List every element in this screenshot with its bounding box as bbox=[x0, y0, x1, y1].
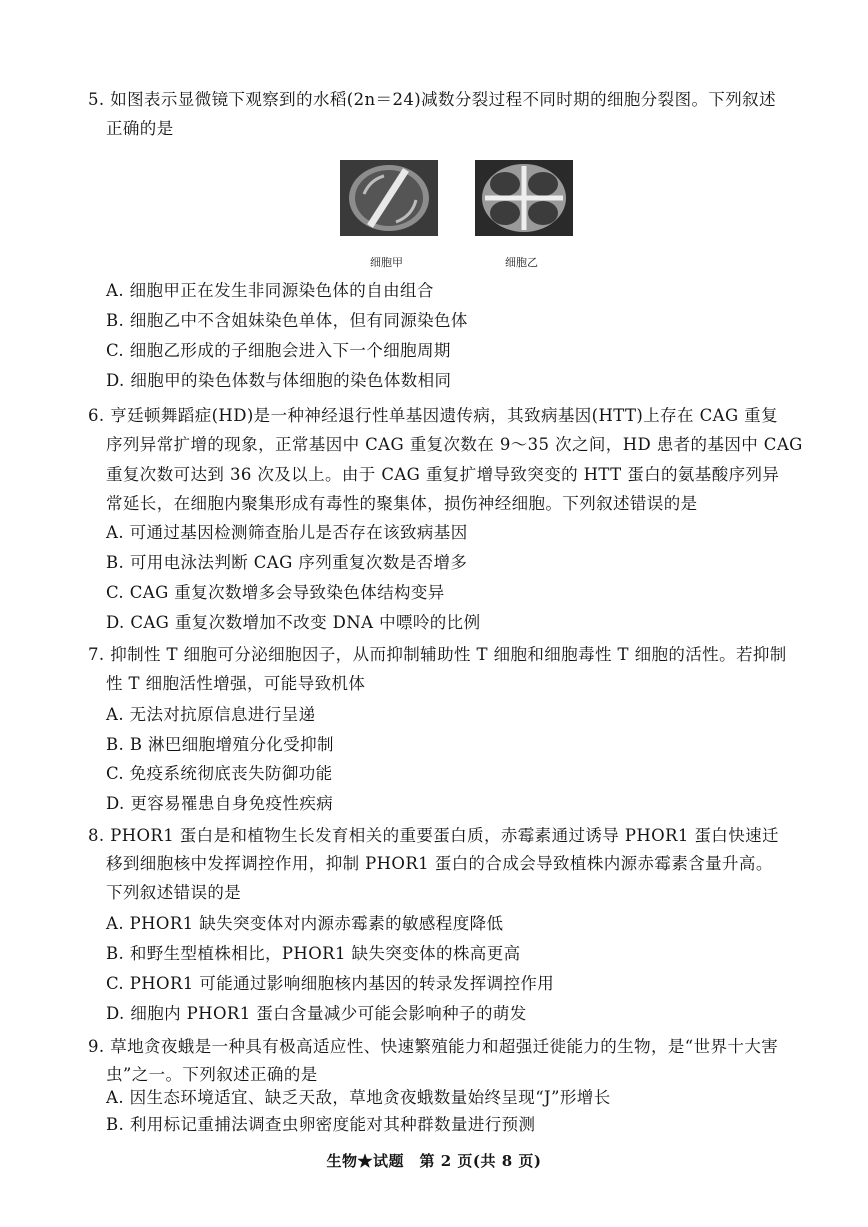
q8-option-a: A. PHOR1 缺失突变体对内源赤霉素的敏感程度降低 bbox=[106, 914, 504, 933]
q9-stem-line-2: 虫”之一。下列叙述正确的是 bbox=[106, 1065, 318, 1084]
q6-stem-line-3: 重复次数可达到 36 次及以上。由于 CAG 重复扩增导致突变的 HTT 蛋白的氨基酸序列异 bbox=[106, 465, 780, 484]
q7-option-a: A. 无法对抗原信息进行呈递 bbox=[106, 705, 316, 724]
cell-a-micrograph bbox=[340, 160, 438, 236]
q7-option-d: D. 更容易罹患自身免疫性疾病 bbox=[106, 794, 334, 813]
page-footer: 生物★试题 第 2 页(共 8 页) bbox=[326, 1152, 542, 1170]
q5-option-c: C. 细胞乙形成的子细胞会进入下一个细胞周期 bbox=[106, 341, 451, 360]
q6-stem-line-1: 6. 亨廷顿舞蹈症(HD)是一种神经退行性单基因遗传病，其致病基因(HTT)上存在 CAG 重复 bbox=[88, 406, 778, 425]
q7-option-b: B. B 淋巴细胞增殖分化受抑制 bbox=[106, 735, 334, 754]
q6-stem-line-4: 常延长，在细胞内聚集形成有毒性的聚集体，损伤神经细胞。下列叙述错误的是 bbox=[106, 494, 698, 513]
cell-b-caption: 细胞乙 bbox=[505, 256, 538, 269]
q6-option-a: A. 可通过基因检测筛查胎儿是否存在该致病基因 bbox=[106, 523, 468, 542]
q8-stem-line-1: 8. PHOR1 蛋白是和植物生长发育相关的重要蛋白质，赤霉素通过诱导 PHOR1 蛋白快速迁 bbox=[88, 826, 779, 845]
q8-stem-line-2: 移到细胞核中发挥调控作用，抑制 PHOR1 蛋白的合成会导致植株内源赤霉素含量升高。 bbox=[106, 854, 773, 873]
q9-option-b: B. 利用标记重捕法调查虫卵密度能对其种群数量进行预测 bbox=[106, 1115, 536, 1134]
q9-option-a: A. 因生态环境适宜、缺乏天敌，草地贪夜蛾数量始终呈现“J”形增长 bbox=[106, 1088, 611, 1107]
q5-option-b: B. 细胞乙中不含姐妹染色单体，但有同源染色体 bbox=[106, 311, 468, 330]
q6-option-c: C. CAG 重复次数增多会导致染色体结构变异 bbox=[106, 583, 445, 602]
cell-b-micrograph bbox=[475, 160, 573, 236]
q5-option-a: A. 细胞甲正在发生非同源染色体的自由组合 bbox=[106, 281, 434, 300]
q9-stem-line-1: 9. 草地贪夜蛾是一种具有极高适应性、快速繁殖能力和超强迁徙能力的生物，是“世界十大害 bbox=[88, 1037, 779, 1056]
q5-stem-line-2: 正确的是 bbox=[106, 119, 174, 138]
q8-option-b: B. 和野生型植株相比，PHOR1 缺失突变体的株高更高 bbox=[106, 944, 521, 963]
q8-option-d: D. 细胞内 PHOR1 蛋白含量减少可能会影响种子的萌发 bbox=[106, 1004, 527, 1023]
q7-stem-line-1: 7. 抑制性 T 细胞可分泌细胞因子，从而抑制辅助性 T 细胞和细胞毒性 T 细胞的活性。若抑制 bbox=[88, 645, 787, 664]
q6-stem-line-2: 序列异常扩增的现象，正常基因中 CAG 重复次数在 9～35 次之间，HD 患者的基因中 CAG bbox=[106, 435, 803, 454]
q8-stem-line-3: 下列叙述错误的是 bbox=[106, 883, 242, 902]
q5-figure bbox=[340, 160, 580, 275]
q5-option-d: D. 细胞甲的染色体数与体细胞的染色体数相同 bbox=[106, 371, 452, 390]
q6-option-b: B. 可用电泳法判断 CAG 序列重复次数是否增多 bbox=[106, 553, 468, 572]
q6-option-d: D. CAG 重复次数增加不改变 DNA 中嘌呤的比例 bbox=[106, 613, 481, 632]
cell-a-caption: 细胞甲 bbox=[370, 256, 403, 269]
q7-stem-line-2: 性 T 细胞活性增强，可能导致机体 bbox=[106, 674, 366, 693]
q5-stem-line-1: 5. 如图表示显微镜下观察到的水稻(2n＝24)减数分裂过程不同时期的细胞分裂图。下列叙述 bbox=[88, 90, 776, 109]
q8-option-c: C. PHOR1 可能通过影响细胞核内基因的转录发挥调控作用 bbox=[106, 974, 555, 993]
q7-option-c: C. 免疫系统彻底丧失防御功能 bbox=[106, 764, 333, 783]
